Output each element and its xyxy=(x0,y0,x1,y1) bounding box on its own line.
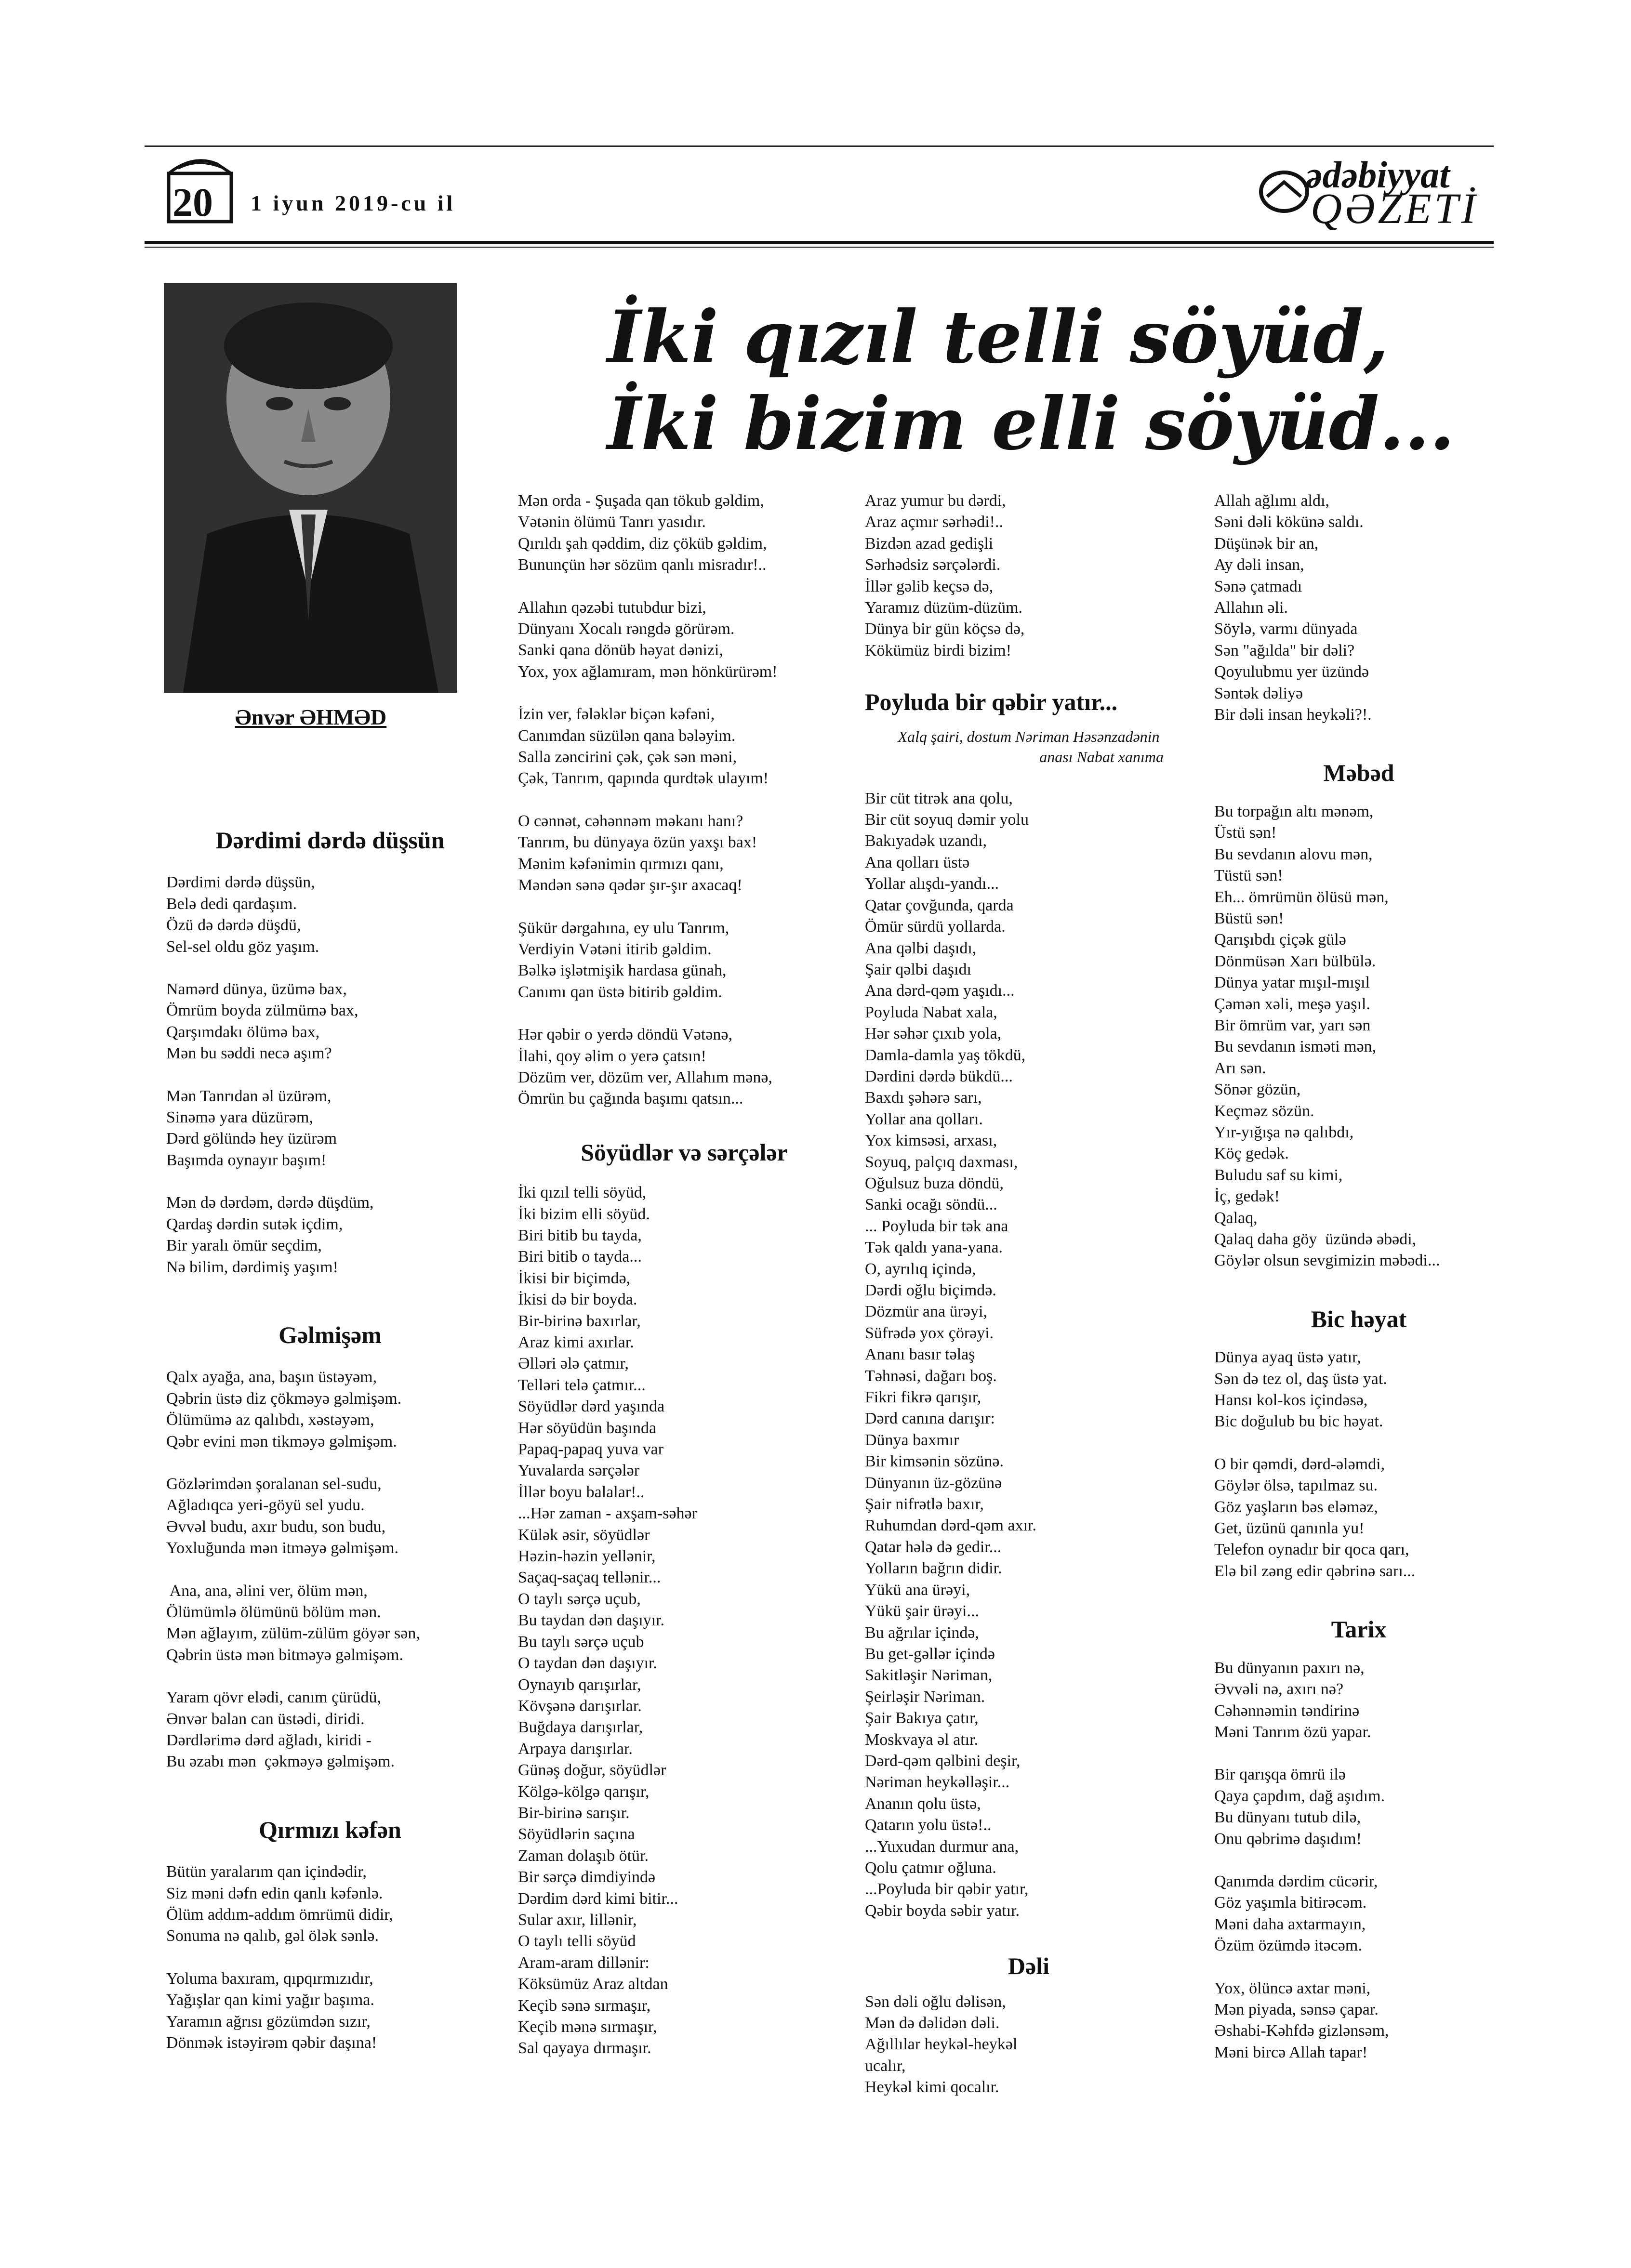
poem-line: Yaramın ağrısı gözümdən sızır, xyxy=(166,2012,371,2031)
poem-title: Dəli xyxy=(1008,1952,1050,1980)
poem-line: Dünya bir gün köçsə də, xyxy=(865,620,1025,638)
poem-line: Yox, ölüncə axtar məni, xyxy=(1214,1979,1371,1997)
poem-line: Yükü şair ürəyi... xyxy=(865,1602,980,1621)
poem-line: Şeirləşir Nəriman. xyxy=(865,1688,985,1706)
poem-line: Ana qəlbi daşıdı, xyxy=(865,939,977,957)
poem-line: Yır-yığışa nə qalıbdı, xyxy=(1214,1123,1354,1141)
poem-allah xyxy=(1214,490,1503,725)
poem-line: Çək, Tanrım, qapında qurdtək ulayım! xyxy=(518,769,769,788)
poem-line: Oynayıb qarışırlar, xyxy=(518,1675,641,1694)
poem-title: Bic həyat xyxy=(1311,1305,1407,1332)
poem-line: ...Yuxudan durmur ana, xyxy=(865,1837,1019,1856)
portrait-image xyxy=(164,283,457,693)
dedication-line: anası Nabat xanıma xyxy=(1039,748,1164,765)
poem-line: Ana, ana, əlini ver, ölüm mən, xyxy=(166,1582,368,1600)
poem-line: Dünya ayaq üstə yatır, xyxy=(1214,1348,1361,1367)
poem-line: Belə dedi qardaşım. xyxy=(166,895,297,913)
poem-line: Siz məni dəfn edin qanlı kəfənlə. xyxy=(166,1884,383,1902)
stanza xyxy=(166,1687,494,1773)
poem-line: Yoxluğunda mən itməyə gəlmişəm. xyxy=(166,1539,398,1557)
poem-line: O taydan dən daşıyır. xyxy=(518,1654,657,1673)
poem-line: Məni Tanrım özü yapar. xyxy=(1214,1723,1371,1741)
poem-line: Yolların bağrın didir. xyxy=(865,1559,1002,1578)
poem-line: Dərdim dərd kimi bitir... xyxy=(518,1889,678,1908)
poem-line: Süfrədə yox çörəyi. xyxy=(865,1324,994,1342)
poem-title: Tarix xyxy=(1331,1616,1387,1643)
poem-line: Yuvalarda sərçələr xyxy=(518,1462,640,1480)
stanza xyxy=(166,979,494,1065)
poem-line: Bir kimsənin sözünə. xyxy=(865,1452,1004,1471)
poem-line: Mən ağlayım, zülüm-zülüm göyər sən, xyxy=(166,1624,420,1643)
poem-line: Nəriman heykəlləşir... xyxy=(865,1773,1010,1792)
headline xyxy=(607,294,1523,467)
column-4 xyxy=(1214,490,1503,2063)
poem-line: Cəhənnəmin təndirinə xyxy=(1214,1701,1360,1720)
poem-line: Köksümüz Araz altdan xyxy=(518,1975,668,1993)
poem-line: Dünyanın üz-gözünə xyxy=(865,1474,1002,1492)
poem-line: Yağışlar qan kimi yağır başıma. xyxy=(166,1991,374,2009)
poem-line: Mən də dərdəm, dərdə düşdüm, xyxy=(166,1194,374,1212)
poem-line: Qoyulubmu yer üzündə xyxy=(1214,663,1369,681)
poem-line: Mən də dəlidən dəli. xyxy=(865,2014,1000,2032)
stanza xyxy=(166,872,494,958)
poem-line: Bu əzabı mən çəkməyə gəlmişəm. xyxy=(166,1753,395,1771)
poem-line: Sinəmə yara düzürəm, xyxy=(166,1108,313,1127)
poem-line: O, ayrılıq içində, xyxy=(865,1260,976,1278)
poem-line: Şair nifrətlə baxır, xyxy=(865,1495,984,1514)
poem-title: Qırmızı kəfən xyxy=(259,1816,401,1843)
poem-line: Yollar alışdı-yandı... xyxy=(865,875,999,893)
poem-line: Ömür sürdü yollarda. xyxy=(865,918,1006,936)
poet-photo xyxy=(164,283,457,693)
poem-line: Hər söyüdün başında xyxy=(518,1419,657,1437)
poem-line: İki bizim elli söyüd. xyxy=(518,1205,650,1223)
poem-line: Məndən sənə qədər şır-şır axacaq! xyxy=(518,876,743,895)
poem-line: Qolu çatmır oğluna. xyxy=(865,1859,996,1877)
poem-title: Dərdimi dərdə düşsün xyxy=(215,827,445,854)
poem-line: Qalaq, xyxy=(1214,1209,1258,1227)
poem-line: İç, gedək! xyxy=(1214,1187,1280,1206)
header-rule-thin xyxy=(145,247,1494,248)
poem-galmisem xyxy=(166,1367,494,1773)
poem-line: İkisi bir biçimdə, xyxy=(518,1269,631,1287)
poem-line: Əlləri ələ çatmır, xyxy=(518,1355,629,1373)
poem-line: Sonuma nə qalıb, gəl ölək sənlə. xyxy=(166,1927,379,1945)
poem-line: Bir qarışqa ömrü ilə xyxy=(1214,1766,1346,1784)
poem-araz xyxy=(865,490,1193,661)
poem-line: Ana qolları üstə xyxy=(865,853,970,871)
poem-line: Sal qayaya dırmaşır. xyxy=(518,2039,651,2057)
poem-line: Qarşımdakı ölümə bax, xyxy=(166,1023,320,1041)
poem-line: Gözlərimdən şoralanan sel-sudu, xyxy=(166,1475,382,1493)
poem-line: Qalaq daha göy üzündə əbədi, xyxy=(1214,1230,1417,1248)
poem-line: Dərdini dərdə bükdü... xyxy=(865,1067,1013,1085)
poem-line: Yoluma baxıram, qıpqırmızıdır, xyxy=(166,1969,373,1988)
poem-line: Dönmək istəyirəm qəbir daşına! xyxy=(166,2034,377,2052)
poem-line: Fikri fikrə qarışır, xyxy=(865,1388,981,1407)
poem-bic xyxy=(1214,1347,1503,1582)
poem-line: Çəmən xəli, meşə yaşıl. xyxy=(1214,995,1370,1013)
poem-line: Allahın əli. xyxy=(1214,599,1288,617)
poem-line: Salla zəncirini çək, çək sən məni, xyxy=(518,748,737,766)
poem-line: Əshabi-Kəhfdə gizlənsəm, xyxy=(1214,2022,1389,2040)
poem-line: Dərdimi dərdə düşsün, xyxy=(166,873,315,892)
poem-line: Dərd gölündə hey üzürəm xyxy=(166,1130,337,1148)
poem-line: Qanımda dərdim cücərir, xyxy=(1214,1872,1378,1890)
poem-line: Qaya çapdım, dağ aşıdım. xyxy=(1214,1787,1385,1805)
header-rule xyxy=(145,241,1494,244)
poem-line: Sular axır, lillənir, xyxy=(518,1911,637,1929)
masthead-title-bottom: QƏZETİ xyxy=(1311,185,1479,233)
poem-line: Tüstü sən! xyxy=(1214,867,1283,885)
poem-line: Həzin-həzin yellənir, xyxy=(518,1547,656,1566)
poem-line: O bir qəmdi, dərd-ələmdi, xyxy=(1214,1455,1385,1473)
poem-line: Ölümümə az qalıbdı, xəstəyəm, xyxy=(166,1411,374,1429)
poem-line: Araz açmır sərhədi!.. xyxy=(865,513,1003,531)
poem-line: Keçib mənə sırmaşır, xyxy=(518,2018,657,2036)
poem-line: Canımdan süzülən qana bələyim. xyxy=(518,726,736,745)
dedication xyxy=(865,726,1193,767)
poem-line: Oğulsuz buza döndü, xyxy=(865,1174,1004,1192)
poem-line: Bir dəli insan heykəli?!. xyxy=(1214,706,1372,724)
poem-line: Sənə çatmadı xyxy=(1214,577,1302,595)
poem-line: Bizdən azad gedişli xyxy=(865,534,994,553)
poem-soyudler xyxy=(518,1182,850,2059)
poem-line: Ağıllılar heykəl-heykəl xyxy=(865,2035,1018,2054)
column-3 xyxy=(865,490,1193,2098)
poem-line: Kölgə-kölgə qarışır, xyxy=(518,1782,650,1801)
poem-line: Sanki ocağı söndü... xyxy=(865,1196,997,1214)
poem-line: Yollar ana qolları. xyxy=(865,1110,983,1128)
poem-line: Nə bilim, dərdimiş yaşım! xyxy=(166,1258,338,1276)
poem-line: Vətənin ölümü Tanrı yasıdır. xyxy=(518,513,706,531)
dedication-line: Xalq şairi, dostum Nəriman Həsənzadənin xyxy=(898,727,1160,745)
poem-line: Sakitləşir Nəriman, xyxy=(865,1666,993,1685)
poem-line: İllər boyu balalar!.. xyxy=(518,1483,645,1501)
poet-name: Ənvər ƏHMƏD xyxy=(235,705,387,729)
poem-title: Söyüdlər və sərçələr xyxy=(581,1138,788,1166)
poem-line: Məni daha axtarmayın, xyxy=(1214,1915,1366,1933)
poem-line: Özüm özümdə itəcəm. xyxy=(1214,1937,1362,1955)
poem-line: Soyuq, palçıq daxması, xyxy=(865,1153,1018,1171)
poem-line: Sən dəli oğlu dəlisən, xyxy=(865,1992,1006,2011)
poem-dardimi xyxy=(166,872,494,1278)
poem-line: İllər gəlib keçsə də, xyxy=(865,577,994,595)
poem-line: Namərd dünya, üzümə bax, xyxy=(166,980,347,999)
poem-line: Ananın qolu üstə, xyxy=(865,1794,981,1813)
poem-line: Dözüm ver, dözüm ver, Allahım mənə, xyxy=(518,1068,772,1086)
poem-line: Bu sevdanın isməti mən, xyxy=(1214,1038,1377,1056)
poem-line: Dünya baxmır xyxy=(865,1431,959,1449)
poem-line: Biri bitib o tayda... xyxy=(518,1248,642,1266)
poem-line: Sən "ağılda" bir dəli? xyxy=(1214,641,1355,659)
poem-line: Büstü sən! xyxy=(1214,909,1284,927)
poem-line: Bu get-gəllər içində xyxy=(865,1645,995,1663)
poem-line: Yaram qövr elədi, canım çürüdü, xyxy=(166,1688,381,1707)
poem-line: Qardaş dərdin sutək içdim, xyxy=(166,1215,343,1233)
poem-line: Günəş doğur, söyüdlər xyxy=(518,1761,666,1780)
poem-line: Qarışıbdı çiçək gülə xyxy=(1214,931,1346,949)
poem-line: ...Poyluda bir qəbir yatır, xyxy=(865,1880,1029,1899)
poem-line: Allahın qəzəbi tutubdur bizi, xyxy=(518,598,706,617)
poem-line: Bu sevdanın alovu mən, xyxy=(1214,845,1373,863)
poem-line: Kövşənə darışırlar. xyxy=(518,1697,642,1715)
poem-line: Özü də dərdə düşdü, xyxy=(166,916,301,935)
poem-line: Baxdı şəhərə sarı, xyxy=(865,1089,982,1107)
stanza xyxy=(166,1367,494,1452)
poem-line: Arpaya darışırlar. xyxy=(518,1740,633,1758)
poem-line: Eh... ömrümün ölüsü mən, xyxy=(1214,888,1389,906)
poem-line: Arı sən. xyxy=(1214,1059,1266,1077)
top-rule xyxy=(145,145,1494,147)
poem-line: Ölümümlə ölümünü bölüm mən. xyxy=(166,1603,381,1621)
poem-line: Bir cüt soyuq dəmir yolu xyxy=(865,811,1029,829)
poem-line: Sel-sel oldu göz yaşım. xyxy=(166,937,319,956)
poem-line: Verdiyin Vətəni itirib gəldim. xyxy=(518,940,712,958)
masthead-emblem-icon xyxy=(1258,168,1311,216)
poem-line: Hər qəbir o yerdə döndü Vətənə, xyxy=(518,1026,732,1044)
poem-line: Dözmür ana ürəyi, xyxy=(865,1303,987,1321)
poem-line: Dərdlərimə dərd ağladı, kiridi - xyxy=(166,1731,371,1749)
poem-line: Poyluda Nabat xala, xyxy=(865,1003,997,1021)
stanza xyxy=(518,1024,850,1110)
poem-line: Təhnəsi, dağarı boş. xyxy=(865,1367,997,1385)
poem-mebed xyxy=(1214,801,1503,1272)
poem-line: Hansı kol-kos içindəsə, xyxy=(1214,1391,1368,1410)
poem-line: Bu ağrılar içində, xyxy=(865,1623,979,1642)
poem-line: Araz kimi axırlar. xyxy=(518,1333,634,1351)
poem-line: Qəbr evini mən tikməyə gəlmişəm. xyxy=(166,1432,397,1450)
stanza xyxy=(166,1474,494,1559)
poem-line: Şair Bakıya çatır, xyxy=(865,1709,979,1727)
stanza xyxy=(166,1968,494,2054)
poem-line: Aram-aram dillənir: xyxy=(518,1953,650,1972)
poem-line: Mən bu səddi necə aşım? xyxy=(166,1044,332,1063)
poem-line: Qəbrin üstə mən bitməyə gəlmişəm. xyxy=(166,1646,403,1664)
poem-line: Get, üzünü qanınla yu! xyxy=(1214,1519,1365,1538)
poem-line: Kökümüz birdi bizim! xyxy=(865,641,1012,659)
poem-line: Məni bircə Allah tapar! xyxy=(1214,2043,1368,2061)
stanza xyxy=(518,490,850,576)
poem-line: Yükü ana ürəyi, xyxy=(865,1581,970,1599)
poem-line: İzin ver, fələklər biçən kəfəni, xyxy=(518,705,715,724)
poem-line: Göylər olsun sevgimizin məbədi... xyxy=(1214,1252,1440,1270)
poem-line: Yox kimsəsi, arxası, xyxy=(865,1132,997,1150)
poem-line: Köç gedək. xyxy=(1214,1145,1289,1163)
poem-line: Şükür dərgahına, ey ulu Tanrım, xyxy=(518,919,729,937)
poem-line: Göz yaşımla bitirəcəm. xyxy=(1214,1894,1367,1912)
poem-line: ... Poyluda bir tək ana xyxy=(865,1217,1008,1235)
poem-line: Qəbir boyda səbir yatır. xyxy=(865,1901,1020,1920)
poem-line: Bir yaralı ömür seçdim, xyxy=(166,1237,322,1255)
masthead-title-top: ədəbiyyat xyxy=(1306,154,1450,196)
poem-line: Bu taydan dən daşıyır. xyxy=(518,1611,665,1630)
poem-line: Düşünək bir an, xyxy=(1214,534,1319,553)
poem-line: O cənnət, cəhənnəm məkanı hanı? xyxy=(518,812,743,830)
poem-line: Səntək dəliyə xyxy=(1214,684,1303,702)
poem-line: Əvvəl budu, axır budu, son budu, xyxy=(166,1517,386,1536)
poem-line: Tək qaldı yana-yana. xyxy=(865,1239,1003,1257)
poem-line: Dünyanı Xocalı rəngdə görürəm. xyxy=(518,620,735,638)
poem-line: ucalır, xyxy=(865,2057,906,2075)
poem-title: Gəlmişəm xyxy=(278,1321,382,1348)
poem-line: Ağladıqca yeri-göyü sel yudu. xyxy=(166,1496,365,1515)
poem-line: Canımı qan üstə bitirib gəldim. xyxy=(518,983,723,1001)
poem-line: Əvvəli nə, axırı nə? xyxy=(1214,1680,1344,1699)
poem-line: Bəlkə işlətmişik hardasa günah, xyxy=(518,962,727,980)
poem-line: Biri bitib bu tayda, xyxy=(518,1226,642,1244)
poem-line: Hər səhər çıxıb yola, xyxy=(865,1025,1002,1043)
poem-line: Ana dərd-qəm yaşıdı... xyxy=(865,982,1015,1000)
poem-line: Qatarın yolu üstə!.. xyxy=(865,1816,992,1834)
page-number-badge xyxy=(164,154,236,226)
poem-line: Söylə, varmı dünyada xyxy=(1214,620,1358,638)
poem-line: Tanrım, bu dünyaya özün yaxşı bax! xyxy=(518,833,757,852)
poem-line: Bununçün hər sözüm qanlı misradır!.. xyxy=(518,556,767,574)
stanza xyxy=(166,1192,494,1278)
poem-line: Bu torpağın altı mənəm, xyxy=(1214,802,1374,820)
poem-line: Papaq-papaq yuva var xyxy=(518,1440,664,1459)
poem-line: İki qızıl telli söyüd, xyxy=(518,1184,647,1202)
stanza xyxy=(166,1581,494,1666)
poem-line: Zaman dolaşıb ötür. xyxy=(518,1846,649,1865)
issue-date: 1 iyun 2019-cu il xyxy=(251,191,456,215)
poem-line: Saçaq-saçaq tellənir... xyxy=(518,1569,661,1587)
stanza xyxy=(166,1086,494,1172)
poem-line: Ömrüm boyda zülmümə bax, xyxy=(166,1002,358,1020)
poem-line: Araz yumur bu dərdi, xyxy=(865,492,1006,510)
poem-tarix xyxy=(1214,1658,1503,2064)
poem-line: Söyüdlərin saçına xyxy=(518,1825,635,1844)
poem-qirmizi xyxy=(166,1861,494,2054)
poem-line: Elə bil zəng edir qəbrinə sarı... xyxy=(1214,1562,1416,1580)
poem-line: Onu qəbrimə daşıdım! xyxy=(1214,1830,1362,1848)
poem-line: Mənim kəfənimin qırmızı qanı, xyxy=(518,855,724,873)
poem-line: Telləri telə çatmır... xyxy=(518,1376,646,1394)
headline-line-2: İki bizim elli söyüd... xyxy=(607,382,1455,466)
poem-line: Bic doğulub bu bic həyat. xyxy=(1214,1412,1383,1431)
poem-line: Mən orda - Şuşada qan tökub gəldim, xyxy=(518,492,764,510)
poem-poyluda xyxy=(865,788,1193,1922)
poem-line: Dərd canına darışır: xyxy=(865,1410,995,1428)
poem-deli xyxy=(865,1991,1193,2098)
poem-line: Bir sərçə dimdiyində xyxy=(518,1868,656,1886)
poem-line: Ənvər balan can üstədi, diridi. xyxy=(166,1710,365,1728)
poem-line: Yox, yox ağlamıram, mən hönkürürəm! xyxy=(518,662,778,681)
poem-intro xyxy=(518,490,850,1110)
poem-line: Ananı basır təlaş xyxy=(865,1345,975,1364)
poem-line: Allah ağlımı aldı, xyxy=(1214,492,1329,510)
poem-line: Heykəl kimi qocalır. xyxy=(865,2078,999,2097)
poem-line: Bütün yaralarım qan içindədir, xyxy=(166,1863,367,1881)
poem-line: Ay dəli insan, xyxy=(1214,556,1304,574)
poem-line: Bir ömrüm var, yarı sən xyxy=(1214,1016,1371,1034)
poem-line: Külək əsir, söyüdlər xyxy=(518,1526,650,1544)
poem-line: Ruhumdan dərd-qəm axır. xyxy=(865,1516,1036,1535)
poem-line: Söyüdlər dərd yaşında xyxy=(518,1398,665,1416)
poem-line: Ölüm addım-addım ömrümü didir, xyxy=(166,1906,393,1924)
poem-line: Sönər gözün, xyxy=(1214,1081,1301,1099)
poem-line: Mən Tanrıdan əl üzürəm, xyxy=(166,1087,332,1105)
poem-line: Göylər ölsə, tapılmaz su. xyxy=(1214,1477,1378,1495)
poem-line: Keçməz sözün. xyxy=(1214,1102,1314,1120)
poem-line: Bir-birinə sarışır. xyxy=(518,1804,630,1822)
masthead xyxy=(1253,153,1484,233)
poem-line: İlahi, qoy əlim o yerə çatsın! xyxy=(518,1047,706,1065)
stanza xyxy=(518,811,850,897)
poem-line: Bu dünyanı tutub dilə, xyxy=(1214,1808,1361,1827)
column-1 xyxy=(166,827,494,2054)
poem-line: Bakıyadək uzandı, xyxy=(865,832,987,850)
poem-line: Qəbrin üstə diz çökməyə gəlmişəm. xyxy=(166,1389,402,1408)
poem-line: Telefon oynadır bir qoca qarı, xyxy=(1214,1541,1409,1559)
poem-line: Bir cüt titrək ana qolu, xyxy=(865,789,1013,807)
stanza xyxy=(518,597,850,683)
poem-line: Yaramız düzüm-düzüm. xyxy=(865,599,1023,617)
poem-line: O taylı sərçə uçub, xyxy=(518,1590,641,1608)
page-number: 20 xyxy=(172,180,213,225)
poem-line: Dönmüsən Xarı bülbülə. xyxy=(1214,952,1376,970)
column-2 xyxy=(518,490,850,2059)
poem-line: Dünya yatar mışıl-mışıl xyxy=(1214,974,1370,992)
poem-title: Məbəd xyxy=(1323,759,1394,787)
poem-line: Sanki qana dönüb həyat dənizi, xyxy=(518,641,723,659)
poem-line: Qalx ayağa, ana, başın üstəyəm, xyxy=(166,1368,377,1386)
poem-line: Səni dəli kökünə saldı. xyxy=(1214,513,1364,531)
poem-line: Mən piyada, sənsə çapar. xyxy=(1214,2000,1379,2018)
poem-line: Sən də tez ol, daş üstə yat. xyxy=(1214,1370,1387,1388)
poem-line: Ömrün bu çağında başımı qatsın... xyxy=(518,1090,743,1108)
stanza xyxy=(166,1861,494,1947)
stanza xyxy=(518,704,850,790)
poem-line: Sərhədsiz sərçələrdi. xyxy=(865,556,1001,574)
poem-line: ...Hər zaman - axşam-səhər xyxy=(518,1504,697,1523)
poem-line: Buludu saf su kimi, xyxy=(1214,1166,1343,1184)
poem-line: Qatar çovğunda, qarda xyxy=(865,896,1014,914)
poem-line: O taylı telli söyüd xyxy=(518,1932,636,1951)
poem-line: Dərd-qəm qəlbini deşir, xyxy=(865,1752,1021,1770)
poem-line: Şair qəlbi daşıdı xyxy=(865,960,971,978)
poem-line: Bu dünyanın paxırı nə, xyxy=(1214,1659,1365,1677)
poem-line: Moskvaya əl atır. xyxy=(865,1730,979,1749)
poem-line: Damla-damla yaş tökdü, xyxy=(865,1046,1026,1064)
poem-title: Poyluda bir qəbir yatır... xyxy=(865,688,1118,716)
poem-line: Buğdaya darışırlar, xyxy=(518,1718,643,1737)
poem-line: Qırıldı şah qəddim, diz çöküb gəldim, xyxy=(518,534,767,553)
stanza xyxy=(518,918,850,1003)
poem-line: Keçib sənə sırmaşır, xyxy=(518,1996,651,2015)
poem-line: Başımda oynayır başım! xyxy=(166,1151,327,1169)
poem-line: Bir-birinə baxırlar, xyxy=(518,1312,641,1330)
poem-line: Bu taylı sərçə uçub xyxy=(518,1633,644,1651)
poem-line: İkisi də bir boyda. xyxy=(518,1291,637,1309)
poem-line: Qatar hələ də gedir... xyxy=(865,1538,1002,1556)
poem-line: Üstü sən! xyxy=(1214,824,1277,842)
poem-line: Göz yaşların bəs eləməz, xyxy=(1214,1498,1378,1516)
headline-line-1: İki qızıl telli söyüd, xyxy=(607,295,1389,380)
poem-line: Dərdi oğlu biçimdə. xyxy=(865,1281,996,1299)
